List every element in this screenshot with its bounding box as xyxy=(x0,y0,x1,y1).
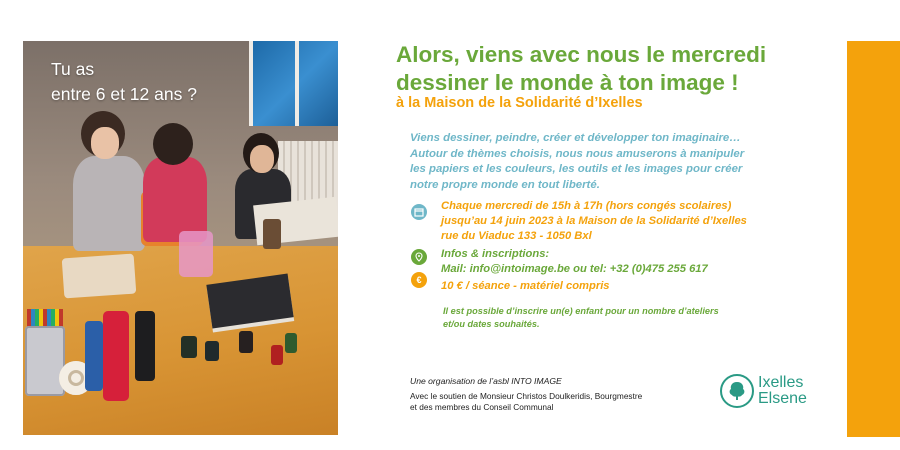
logo-line1: Ixelles xyxy=(758,374,804,391)
headline-line1: Alors, viens avec nous le mercredi xyxy=(396,42,767,67)
schedule-line1: Chaque mercredi de 15h à 17h (hors congés scolaires) xyxy=(441,200,732,212)
photo-bottle-blue xyxy=(85,321,103,391)
price-text: 10 € / séance - matériel compris xyxy=(441,280,610,292)
ixelles-logo xyxy=(720,374,807,408)
photo-tray xyxy=(62,254,137,299)
location-pin-icon xyxy=(411,249,427,265)
infos-title: Infos & inscriptions: xyxy=(441,248,550,260)
logo-line2: Elsene xyxy=(758,390,807,407)
photo-cup xyxy=(263,219,281,249)
photo-window xyxy=(249,41,338,126)
calendar-icon xyxy=(411,204,427,220)
schedule-line3: rue du Viaduc 133 - 1050 Bxl xyxy=(441,229,592,242)
euro-icon: € xyxy=(411,272,427,288)
schedule-block xyxy=(441,199,747,243)
intro-line3: les papiers et les couleurs, les outils et les images pour créer xyxy=(410,163,743,175)
photo-ink-bottle xyxy=(205,341,219,361)
child-three-face xyxy=(250,145,274,173)
child-two-head xyxy=(153,123,193,165)
photo-pencil-cup xyxy=(25,326,65,396)
photo-caption-line2: entre 6 et 12 ans ? xyxy=(51,84,197,104)
logo-words xyxy=(758,375,807,407)
child-one-body xyxy=(73,156,145,251)
footer-credits xyxy=(410,376,642,413)
orange-side-bar xyxy=(847,41,900,437)
photo-ink-bottle xyxy=(285,333,297,353)
schedule-line2: jusqu’au 14 juin 2023 à la Maison de la Solidarité d’Ixelles xyxy=(441,214,747,227)
infos-contact[interactable]: Mail: info@intoimage.be ou tel: +32 (0)475 255 617 xyxy=(441,262,708,275)
child-two-body xyxy=(143,157,207,242)
intro-line4: notre propre monde en tout liberté. xyxy=(410,178,600,191)
workshop-photo xyxy=(23,41,338,435)
intro-paragraph xyxy=(410,131,800,193)
tree-icon xyxy=(720,374,754,408)
note-line1: Il est possible d’inscrire un(e) enfant pour un nombre d’ateliers xyxy=(443,306,719,316)
child-one-face xyxy=(91,127,119,159)
photo-ink-bottle xyxy=(181,336,197,358)
footer-support-line2: et des membres du Conseil Communal xyxy=(410,402,554,412)
footer-org: Une organisation de l’asbl INTO IMAGE xyxy=(410,376,562,386)
photo-bottle-red xyxy=(103,311,129,401)
photo-ink-bottle xyxy=(271,345,283,365)
photo-ink-bottle xyxy=(239,331,253,353)
registration-note xyxy=(443,305,719,331)
footer-support-line1: Avec le soutien de Monsieur Christos Doulkeridis, Bourgmestre xyxy=(410,391,643,401)
note-line2: et/ou dates souhaités. xyxy=(443,319,540,329)
photo-jar xyxy=(179,231,213,277)
subheadline: à la Maison de la Solidarité d’Ixelles xyxy=(396,95,643,111)
infos-block xyxy=(441,247,708,277)
headline-line2: dessiner le monde à ton image ! xyxy=(396,70,739,95)
intro-line1: Viens dessiner, peindre, créer et développer ton imaginaire… xyxy=(410,132,741,144)
headline xyxy=(396,41,836,97)
intro-line2: Autour de thèmes choisis, nous nous amuserons à manipuler xyxy=(410,147,745,160)
photo-bottle-black xyxy=(135,311,155,381)
photo-caption-line1: Tu as xyxy=(51,59,95,79)
